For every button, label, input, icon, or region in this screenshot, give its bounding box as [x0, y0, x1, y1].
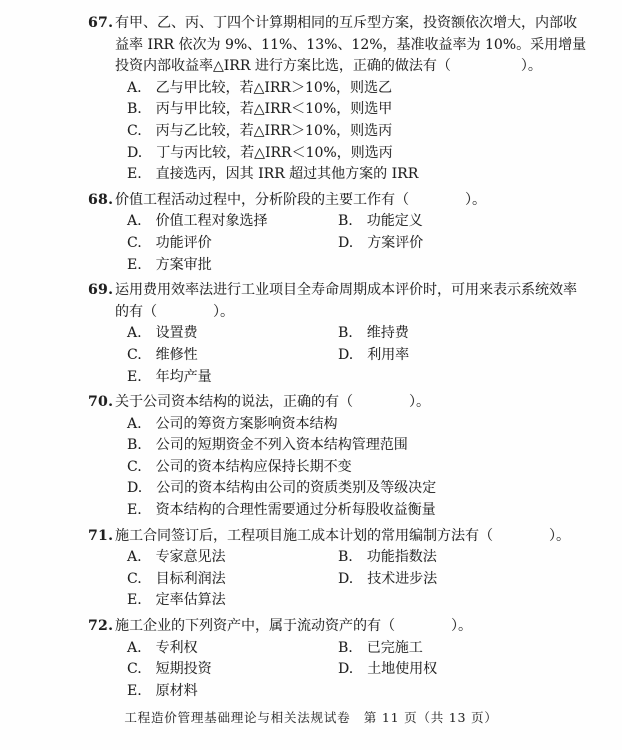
option-row	[115, 367, 590, 389]
option-label: D.	[338, 661, 354, 678]
option-text: 公司的短期资金不列入资本结构管理范围	[155, 437, 408, 454]
option-label: E.	[127, 502, 142, 519]
option-text: 乙与甲比较，若△IRR＞10%，则选乙	[155, 79, 393, 96]
option-text: 公司的筹资方案影响资本结构	[155, 415, 338, 432]
option-label: C.	[127, 234, 142, 251]
option-label: A.	[127, 325, 142, 342]
option-a	[127, 323, 338, 345]
option-text: 设置费	[155, 325, 198, 342]
option-text: 维修性	[155, 346, 198, 363]
option-label: C.	[127, 570, 142, 587]
question-stem: 施工合同签订后，工程项目施工成本计划的常用编制方法有（ ）。	[115, 527, 570, 544]
option-e	[127, 367, 212, 389]
option-text: 短期投资	[155, 661, 212, 678]
option-label: B.	[127, 437, 142, 454]
option-c	[127, 233, 338, 255]
option-text: 功能指数法	[366, 549, 437, 566]
option-label: C.	[127, 122, 142, 139]
option-label: E.	[127, 256, 142, 273]
option-b	[338, 547, 590, 569]
option-label: A.	[127, 415, 142, 432]
option-b	[338, 323, 590, 345]
option-b	[127, 99, 392, 121]
option-row	[115, 547, 590, 569]
option-text: 方案评价	[367, 234, 424, 251]
option-row	[115, 414, 590, 436]
option-label: C.	[127, 346, 142, 363]
option-row	[115, 164, 590, 186]
option-a	[127, 547, 338, 569]
option-text: 已完施工	[366, 639, 423, 656]
question-number: 69.	[88, 282, 114, 299]
option-label: D.	[338, 234, 354, 251]
question-stem: 运用费用效率法进行工业项目全寿命周期成本评价时，可用来表示系统效率的有（ ）。	[115, 282, 577, 320]
option-row	[115, 255, 590, 277]
question-stem: 有甲、乙、丙、丁四个计算期相同的互斥型方案，投资额依次增大，内部收益率 IRR 依次为 9%、11%、13%、12%，基准收益率为 10%。采用增量投资内部收益率△IRR 进行方案比选，正确的做法有（ ）。	[115, 15, 587, 75]
option-text: 土地使用权	[367, 661, 438, 678]
option-e	[127, 500, 436, 522]
option-row	[115, 590, 590, 612]
question-number: 70.	[88, 394, 114, 411]
option-label: B.	[338, 325, 353, 342]
option-row	[115, 121, 590, 143]
option-label: D.	[338, 570, 354, 587]
option-row	[115, 78, 590, 100]
option-b	[127, 435, 408, 457]
option-label: C.	[127, 458, 142, 475]
option-text: 丙与甲比较，若△IRR＜10%，则选甲	[155, 101, 393, 118]
option-c	[127, 121, 392, 143]
option-label: A.	[127, 79, 142, 96]
question-number: 71.	[88, 527, 114, 544]
option-d	[127, 478, 436, 500]
option-label: C.	[127, 661, 142, 678]
page-footer: 工程造价管理基础理论与相关法规试卷 第 11 页（共 13 页）	[124, 710, 498, 725]
option-row	[115, 500, 590, 522]
question-71	[88, 526, 590, 612]
option-text: 原材料	[155, 682, 198, 699]
option-label: B.	[338, 213, 353, 230]
option-label: D.	[338, 346, 354, 363]
option-row	[115, 457, 590, 479]
option-text: 专家意见法	[155, 549, 226, 566]
option-d	[338, 233, 590, 255]
question-number: 72.	[88, 618, 114, 635]
option-label: A.	[127, 549, 142, 566]
option-label: A.	[127, 639, 142, 656]
option-text: 公司的资本结构由公司的资质类别及等级决定	[156, 480, 437, 497]
option-text: 公司的资本结构应保持长期不变	[155, 458, 352, 475]
option-a	[127, 638, 338, 660]
option-text: 利用率	[367, 346, 410, 363]
option-text: 技术进步法	[367, 570, 438, 587]
option-row	[115, 435, 590, 457]
option-label: E.	[127, 592, 142, 609]
option-text: 直接选丙，因其 IRR 超过其他方案的 IRR	[155, 166, 419, 183]
option-c	[127, 569, 338, 591]
option-e	[127, 164, 418, 186]
option-text: 丁与丙比较，若△IRR＜10%，则选丙	[156, 144, 393, 161]
question-stem: 关于公司资本结构的说法，正确的有（ ）。	[115, 394, 430, 411]
option-label: A.	[127, 213, 142, 230]
question-67	[88, 13, 590, 186]
option-text: 方案审批	[155, 256, 212, 273]
question-69	[88, 280, 590, 388]
option-row	[115, 143, 590, 165]
option-row	[115, 323, 590, 345]
option-text: 功能评价	[155, 234, 212, 251]
option-label: B.	[338, 549, 353, 566]
option-e	[127, 590, 226, 612]
option-text: 丙与乙比较，若△IRR＞10%，则选丙	[155, 122, 393, 139]
option-row	[115, 569, 590, 591]
option-e	[127, 681, 198, 703]
option-label: E.	[127, 368, 142, 385]
option-d	[338, 345, 590, 367]
question-stem: 价值工程活动过程中，分析阶段的主要工作有（ ）。	[115, 191, 486, 208]
option-row	[115, 478, 590, 500]
option-label: B.	[127, 101, 142, 118]
option-text: 专利权	[155, 639, 198, 656]
option-a	[127, 211, 338, 233]
option-b	[338, 638, 590, 660]
option-e	[127, 255, 212, 277]
option-label: D.	[127, 144, 143, 161]
option-a	[127, 78, 392, 100]
option-text: 功能定义	[366, 213, 423, 230]
option-text: 目标利润法	[155, 570, 226, 587]
question-number: 67.	[88, 15, 114, 31]
option-row	[115, 681, 590, 703]
option-text: 年均产量	[155, 368, 212, 385]
option-row	[115, 638, 590, 660]
option-a	[127, 414, 338, 436]
option-d	[338, 569, 590, 591]
option-d	[338, 659, 590, 681]
option-d	[127, 143, 393, 165]
question-68	[88, 190, 590, 276]
option-label: B.	[338, 639, 353, 656]
option-text: 价值工程对象选择	[155, 213, 268, 230]
option-label: E.	[127, 166, 142, 183]
option-row	[115, 211, 590, 233]
option-row	[115, 345, 590, 367]
question-72	[88, 616, 590, 702]
question-list	[88, 13, 590, 702]
option-row	[115, 233, 590, 255]
option-text: 维持费	[366, 325, 409, 342]
option-c	[127, 659, 338, 681]
option-label: D.	[127, 480, 143, 497]
option-row	[115, 659, 590, 681]
question-number: 68.	[88, 191, 114, 208]
option-text: 定率估算法	[155, 592, 226, 609]
option-b	[338, 211, 590, 233]
question-stem: 施工企业的下列资产中，属于流动资产的有（ ）。	[115, 618, 472, 635]
option-c	[127, 457, 352, 479]
option-row	[115, 99, 590, 121]
option-label: E.	[127, 682, 142, 699]
question-70	[88, 392, 590, 522]
option-c	[127, 345, 338, 367]
option-text: 资本结构的合理性需要通过分析每股收益衡量	[155, 502, 436, 519]
